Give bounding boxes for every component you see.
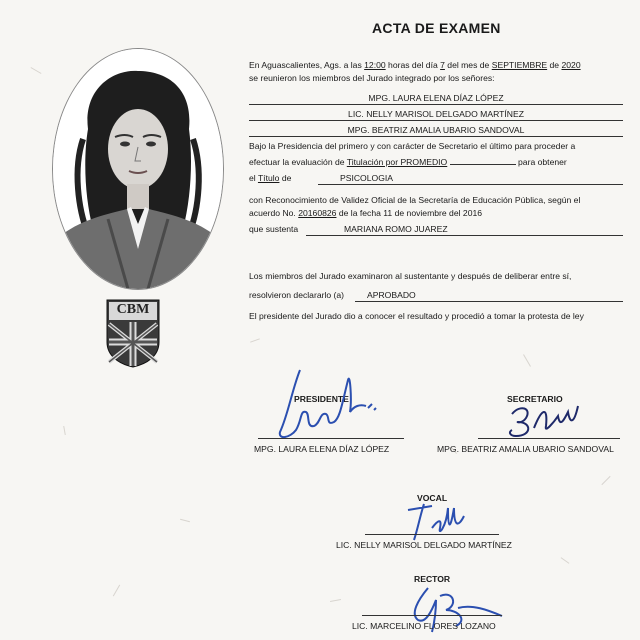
rector-name: LIC. MARCELINO FLORES LOZANO <box>352 621 496 631</box>
document-title: ACTA DE EXAMEN <box>372 20 501 36</box>
secretary-role: SECRETARIO <box>507 394 563 404</box>
president-signature <box>270 360 390 450</box>
result-line-1: Los miembros del Jurado examinaron al sustentante y después de deliberar entre sí, <box>249 271 572 281</box>
secretary-signature-line <box>478 438 620 439</box>
secretary-name: MPG. BEATRIZ AMALIA UBARIO SANDOVAL <box>437 444 614 454</box>
agreement-number: 20160826 <box>298 208 337 218</box>
presidency-line-3: el Título de <box>249 173 292 183</box>
vocal-signature-line <box>365 534 499 535</box>
member-1: MPG. LAURA ELENA DÍAZ LÓPEZ <box>249 93 623 105</box>
exam-month: SEPTIEMBRE <box>491 60 548 70</box>
presidency-line-1: Bajo la Presidencia del primero y con carácter de Secretario el último para proceder a <box>249 141 576 151</box>
student-portrait-image <box>53 49 223 289</box>
exam-day: 7 <box>440 60 445 70</box>
exam-time: 12:00 <box>364 60 386 70</box>
degree-name: PSICOLOGIA <box>318 173 623 185</box>
student-photo <box>52 48 224 290</box>
intro-line-2: se reunieron los miembros del Jurado integrado por los señores: <box>249 73 495 83</box>
crest-text: CBM <box>116 302 150 317</box>
verdict: APROBADO <box>355 290 623 302</box>
institution-crest <box>103 298 163 368</box>
presidency-line-4: con Reconocimiento de Validez Oficial de la Secretaría de Educación Pública, según el <box>249 195 581 205</box>
president-name: MPG. LAURA ELENA DÍAZ LÓPEZ <box>254 444 390 454</box>
vocal-name: LIC. NELLY MARISOL DELGADO MARTÍNEZ <box>336 540 512 550</box>
rector-role: RECTOR <box>414 574 451 584</box>
vocal-signature <box>402 498 472 546</box>
member-2: LIC. NELLY MARISOL DELGADO MARTÍNEZ <box>249 109 623 121</box>
rector-signature-line <box>362 615 502 616</box>
presidency-line-2: efectuar la evaluación de Titulación por PROMEDIO para obtener <box>249 157 567 167</box>
student-name: MARIANA ROMO JUAREZ <box>306 224 623 236</box>
result-line-2: resolvieron declararlo (a) <box>249 290 345 300</box>
vocal-role: VOCAL <box>417 493 448 503</box>
president-signature-line <box>258 438 404 439</box>
presidency-line-6: que sustenta <box>249 224 299 234</box>
evaluation-type: Titulación por PROMEDIO <box>346 157 448 167</box>
result-line-3: El presidente del Jurado dio a conocer el resultado y procedió a tomar la protesta de ley <box>249 311 584 321</box>
intro-line-1: En Aguascalientes, Ags. a las 12:00 horas del día 7 del mes de SEPTIEMBRE de 2020 <box>249 60 581 70</box>
president-role: PRESIDENTE <box>294 394 349 404</box>
member-3: MPG. BEATRIZ AMALIA UBARIO SANDOVAL <box>249 125 623 137</box>
exam-year: 2020 <box>561 60 581 70</box>
presidency-line-5: acuerdo No. 20160826 de la fecha 11 de noviembre del 2016 <box>249 208 483 218</box>
